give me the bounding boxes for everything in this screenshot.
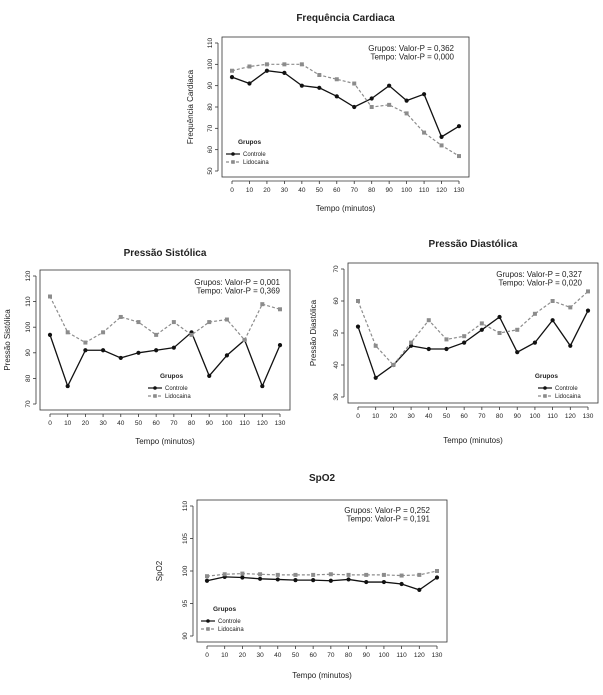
data-point-lidocaina [276, 573, 280, 577]
chart-title: Frequência Cardiaca [296, 13, 395, 24]
x-tick-label: 40 [117, 420, 125, 427]
x-tick-label: 20 [238, 652, 247, 659]
data-point-controle [480, 328, 484, 332]
x-tick-label: 110 [547, 413, 558, 420]
legend [201, 606, 244, 633]
x-tick-label: 30 [280, 187, 289, 194]
y-tick-label: 100 [25, 321, 32, 333]
y-tick-label: 120 [25, 270, 32, 282]
legend-label-controle: Controle [243, 152, 266, 158]
data-point-lidocaina [498, 331, 502, 335]
x-axis-label: Tempo (minutos) [292, 671, 352, 680]
data-point-controle [346, 577, 350, 581]
data-point-lidocaina [400, 574, 404, 578]
y-tick-label: 70 [207, 124, 214, 132]
x-axis-label: Tempo (minutos) [135, 437, 195, 446]
x-axis-label: Tempo (minutos) [443, 436, 503, 445]
data-point-lidocaina [265, 62, 269, 66]
p-value-annotation: Tempo: Valor-P = 0,369 [196, 286, 280, 296]
y-tick-label: 100 [182, 565, 189, 577]
chart-title: SpO2 [308, 473, 336, 484]
data-point-controle [258, 577, 262, 581]
y-tick-label: 90 [25, 349, 32, 357]
chart-fc [186, 13, 469, 213]
data-point-lidocaina [427, 318, 431, 322]
legend-marker-lidocaina [206, 627, 210, 631]
legend-label-lidocaina: Lidocaina [218, 627, 244, 633]
x-tick-label: 90 [385, 187, 393, 194]
data-point-lidocaina [136, 320, 140, 324]
y-tick-label: 80 [25, 374, 32, 383]
data-point-controle [207, 374, 211, 378]
data-point-lidocaina [480, 321, 484, 325]
y-tick-label: 95 [182, 599, 189, 608]
chart-title: Pressão Diastólica [428, 239, 518, 250]
x-tick-label: 50 [291, 652, 300, 659]
x-tick-label: 80 [495, 413, 504, 420]
p-value-annotation: Grupos: Valor-P = 0,362 [368, 44, 454, 53]
data-point-controle [457, 124, 461, 128]
legend [226, 139, 269, 166]
x-tick-label: 20 [263, 187, 271, 194]
y-tick-label: 30 [333, 393, 340, 401]
data-point-lidocaina [190, 333, 194, 337]
data-point-lidocaina [586, 289, 590, 293]
data-point-controle [497, 315, 501, 319]
x-tick-label: 80 [368, 187, 376, 194]
chart-title: Pressão Sistólica [123, 248, 207, 259]
x-tick-label: 70 [350, 187, 358, 194]
data-point-controle [136, 351, 140, 355]
data-point-lidocaina [352, 82, 356, 86]
data-point-controle [317, 86, 321, 90]
y-tick-label: 70 [25, 400, 32, 408]
data-point-lidocaina [258, 572, 262, 576]
data-point-controle [278, 343, 282, 347]
data-point-controle [352, 105, 356, 109]
data-point-lidocaina [300, 62, 304, 66]
data-point-controle [400, 582, 404, 586]
x-tick-label: 0 [48, 420, 52, 427]
x-tick-label: 10 [221, 652, 229, 659]
data-point-controle [439, 135, 443, 139]
y-tick-label: 110 [182, 500, 189, 512]
legend-marker-lidocaina [231, 160, 235, 164]
x-tick-label: 90 [513, 413, 521, 420]
data-point-lidocaina [48, 294, 52, 298]
data-point-lidocaina [568, 305, 572, 309]
series-line-controle [232, 71, 459, 137]
data-point-lidocaina [293, 573, 297, 577]
data-point-controle [282, 71, 286, 75]
legend-label-lidocaina: Lidocaina [243, 160, 269, 166]
y-tick-label: 60 [207, 146, 214, 154]
data-point-lidocaina [247, 64, 251, 68]
y-axis-label: Pressão Diastólica [309, 299, 318, 367]
data-point-controle [462, 341, 466, 345]
data-point-lidocaina [240, 572, 244, 576]
data-point-lidocaina [347, 573, 351, 577]
y-tick-label: 90 [182, 632, 189, 640]
x-tick-label: 100 [378, 652, 390, 659]
x-tick-label: 90 [362, 652, 370, 659]
x-tick-label: 30 [99, 420, 107, 427]
data-point-lidocaina [457, 154, 461, 158]
x-tick-label: 10 [245, 187, 254, 194]
data-point-lidocaina [462, 334, 466, 338]
x-tick-label: 120 [413, 652, 425, 659]
data-point-lidocaina [417, 573, 421, 577]
data-point-lidocaina [533, 312, 537, 316]
x-tick-label: 50 [315, 187, 323, 194]
y-axis-label: Frequência Cardiaca [186, 69, 195, 145]
data-point-lidocaina [551, 299, 555, 303]
data-point-lidocaina [387, 103, 391, 107]
series-line-lidocaina [50, 296, 280, 342]
legend-title: Grupos [213, 606, 237, 613]
x-tick-label: 100 [401, 187, 413, 194]
y-tick-label: 100 [207, 58, 214, 70]
data-point-lidocaina [205, 574, 209, 578]
x-tick-label: 40 [274, 652, 282, 659]
data-point-lidocaina [422, 131, 426, 135]
p-value-annotation: Grupos: Valor-P = 0,001 [194, 278, 280, 287]
legend-marker-controle [153, 386, 157, 390]
x-tick-label: 100 [221, 420, 233, 427]
series-line-lidocaina [232, 64, 459, 156]
data-point-lidocaina [356, 299, 360, 303]
legend-title: Grupos [534, 373, 558, 380]
legend [535, 373, 581, 400]
data-point-controle [444, 347, 448, 351]
y-tick-label: 60 [333, 297, 340, 305]
x-tick-label: 20 [81, 420, 90, 427]
y-tick-label: 80 [207, 103, 214, 111]
data-point-lidocaina [278, 307, 282, 311]
data-point-lidocaina [243, 338, 247, 342]
data-point-lidocaina [207, 320, 211, 324]
data-point-lidocaina [260, 302, 264, 306]
x-tick-label: 0 [356, 413, 360, 420]
data-point-controle [276, 577, 280, 581]
y-axis-label: Pressão Sistólica [3, 309, 12, 371]
legend-marker-lidocaina [153, 394, 157, 398]
data-point-lidocaina [66, 330, 70, 334]
x-tick-label: 130 [582, 413, 594, 420]
data-point-lidocaina [364, 573, 368, 577]
data-point-controle [260, 384, 264, 388]
data-point-controle [370, 96, 374, 100]
data-point-controle [435, 575, 439, 579]
data-point-lidocaina [405, 111, 409, 115]
data-point-controle [48, 333, 52, 337]
data-point-controle [586, 309, 590, 313]
data-point-controle [300, 84, 304, 88]
x-tick-label: 50 [442, 413, 451, 420]
legend-marker-controle [206, 619, 210, 623]
data-point-lidocaina [444, 337, 448, 341]
x-tick-label: 70 [478, 413, 486, 420]
x-tick-label: 10 [372, 413, 380, 420]
data-point-lidocaina [172, 320, 176, 324]
y-tick-label: 90 [207, 82, 214, 90]
x-tick-label: 90 [205, 420, 213, 427]
y-axis-label: SpO2 [155, 560, 164, 582]
legend-marker-controle [543, 386, 547, 390]
y-tick-label: 50 [333, 329, 340, 337]
legend-label-lidocaina: Lidocaina [555, 394, 581, 400]
legend-label-controle: Controle [165, 386, 188, 392]
data-point-controle [387, 84, 391, 88]
data-point-lidocaina [101, 330, 105, 334]
p-value-annotation: Tempo: Valor-P = 0,000 [370, 52, 454, 62]
x-tick-label: 10 [64, 420, 72, 427]
data-point-lidocaina [435, 569, 439, 573]
x-tick-label: 60 [152, 420, 160, 427]
data-point-controle [247, 81, 251, 85]
data-point-controle [293, 578, 297, 582]
y-tick-label: 110 [207, 37, 214, 49]
data-point-lidocaina [83, 341, 87, 345]
legend-label-controle: Controle [218, 619, 241, 625]
x-tick-label: 110 [396, 652, 407, 659]
x-tick-label: 120 [564, 413, 576, 420]
chart-ps [3, 248, 290, 446]
p-value-annotation: Tempo: Valor-P = 0,020 [498, 278, 582, 288]
data-point-controle [265, 69, 269, 73]
x-tick-label: 60 [309, 652, 317, 659]
p-value-annotation: Grupos: Valor-P = 0,327 [496, 270, 582, 279]
x-tick-label: 110 [418, 187, 430, 194]
data-point-lidocaina [230, 69, 234, 73]
data-point-controle [240, 575, 244, 579]
x-axis-label: Tempo (minutos) [315, 204, 376, 213]
x-tick-label: 20 [389, 413, 398, 420]
data-point-lidocaina [317, 73, 321, 77]
x-tick-label: 60 [460, 413, 468, 420]
y-tick-label: 40 [333, 361, 340, 369]
data-point-controle [382, 580, 386, 584]
data-point-controle [335, 94, 339, 98]
data-point-controle [154, 348, 158, 352]
legend [148, 373, 191, 400]
data-point-lidocaina [335, 77, 339, 81]
x-tick-label: 30 [256, 652, 264, 659]
x-tick-label: 80 [187, 420, 196, 427]
x-tick-label: 30 [407, 413, 415, 420]
data-point-controle [533, 341, 537, 345]
data-point-controle [374, 376, 378, 380]
y-tick-label: 70 [333, 265, 340, 273]
data-point-controle [422, 92, 426, 96]
chart-pd [309, 239, 598, 445]
y-tick-label: 105 [182, 533, 189, 544]
x-tick-label: 120 [256, 420, 268, 427]
x-tick-label: 0 [205, 652, 209, 659]
data-point-controle [230, 75, 234, 79]
data-point-lidocaina [409, 341, 413, 345]
x-tick-label: 50 [134, 420, 143, 427]
x-tick-label: 130 [274, 420, 286, 427]
data-point-controle [356, 325, 360, 329]
data-point-lidocaina [440, 143, 444, 147]
data-point-controle [551, 318, 555, 322]
legend-title: Grupos [160, 373, 184, 380]
data-point-controle [417, 588, 421, 592]
data-point-lidocaina [374, 344, 378, 348]
x-tick-label: 80 [344, 652, 353, 659]
data-point-lidocaina [282, 62, 286, 66]
data-point-controle [205, 579, 209, 583]
x-tick-label: 0 [230, 187, 234, 194]
data-point-controle [225, 353, 229, 357]
x-tick-label: 60 [333, 187, 341, 194]
data-point-lidocaina [329, 572, 333, 576]
x-tick-label: 130 [431, 652, 443, 659]
data-point-controle [101, 348, 105, 352]
data-point-lidocaina [311, 573, 315, 577]
x-tick-label: 130 [453, 187, 465, 194]
x-tick-label: 40 [298, 187, 306, 194]
x-tick-label: 40 [425, 413, 433, 420]
legend-title: Grupos [238, 139, 262, 146]
p-value-annotation: Tempo: Valor-P = 0,191 [346, 514, 430, 524]
legend-label-lidocaina: Lidocaina [165, 394, 191, 400]
data-point-lidocaina [382, 573, 386, 577]
data-point-controle [515, 350, 519, 354]
data-point-lidocaina [119, 315, 123, 319]
x-tick-label: 120 [436, 187, 447, 194]
legend-marker-lidocaina [543, 394, 547, 398]
x-tick-label: 70 [327, 652, 335, 659]
data-point-controle [83, 348, 87, 352]
data-point-lidocaina [391, 363, 395, 367]
data-point-controle [427, 347, 431, 351]
chart-spo [155, 473, 447, 680]
y-tick-label: 50 [207, 167, 214, 175]
legend-label-controle: Controle [555, 386, 578, 392]
data-point-controle [364, 580, 368, 584]
data-point-controle [66, 384, 70, 388]
data-point-lidocaina [223, 572, 227, 576]
data-point-controle [311, 578, 315, 582]
x-tick-label: 100 [529, 413, 541, 420]
data-point-controle [172, 346, 176, 350]
data-point-controle [405, 99, 409, 103]
data-point-controle [329, 579, 333, 583]
legend-marker-controle [231, 152, 235, 156]
data-point-lidocaina [515, 328, 519, 332]
p-value-annotation: Grupos: Valor-P = 0,252 [344, 506, 430, 515]
y-tick-label: 110 [25, 296, 32, 307]
data-point-controle [568, 344, 572, 348]
x-tick-label: 110 [239, 420, 250, 427]
data-point-lidocaina [154, 333, 158, 337]
data-point-controle [119, 356, 123, 360]
data-point-lidocaina [370, 105, 374, 109]
data-point-lidocaina [225, 318, 229, 322]
x-tick-label: 70 [170, 420, 178, 427]
